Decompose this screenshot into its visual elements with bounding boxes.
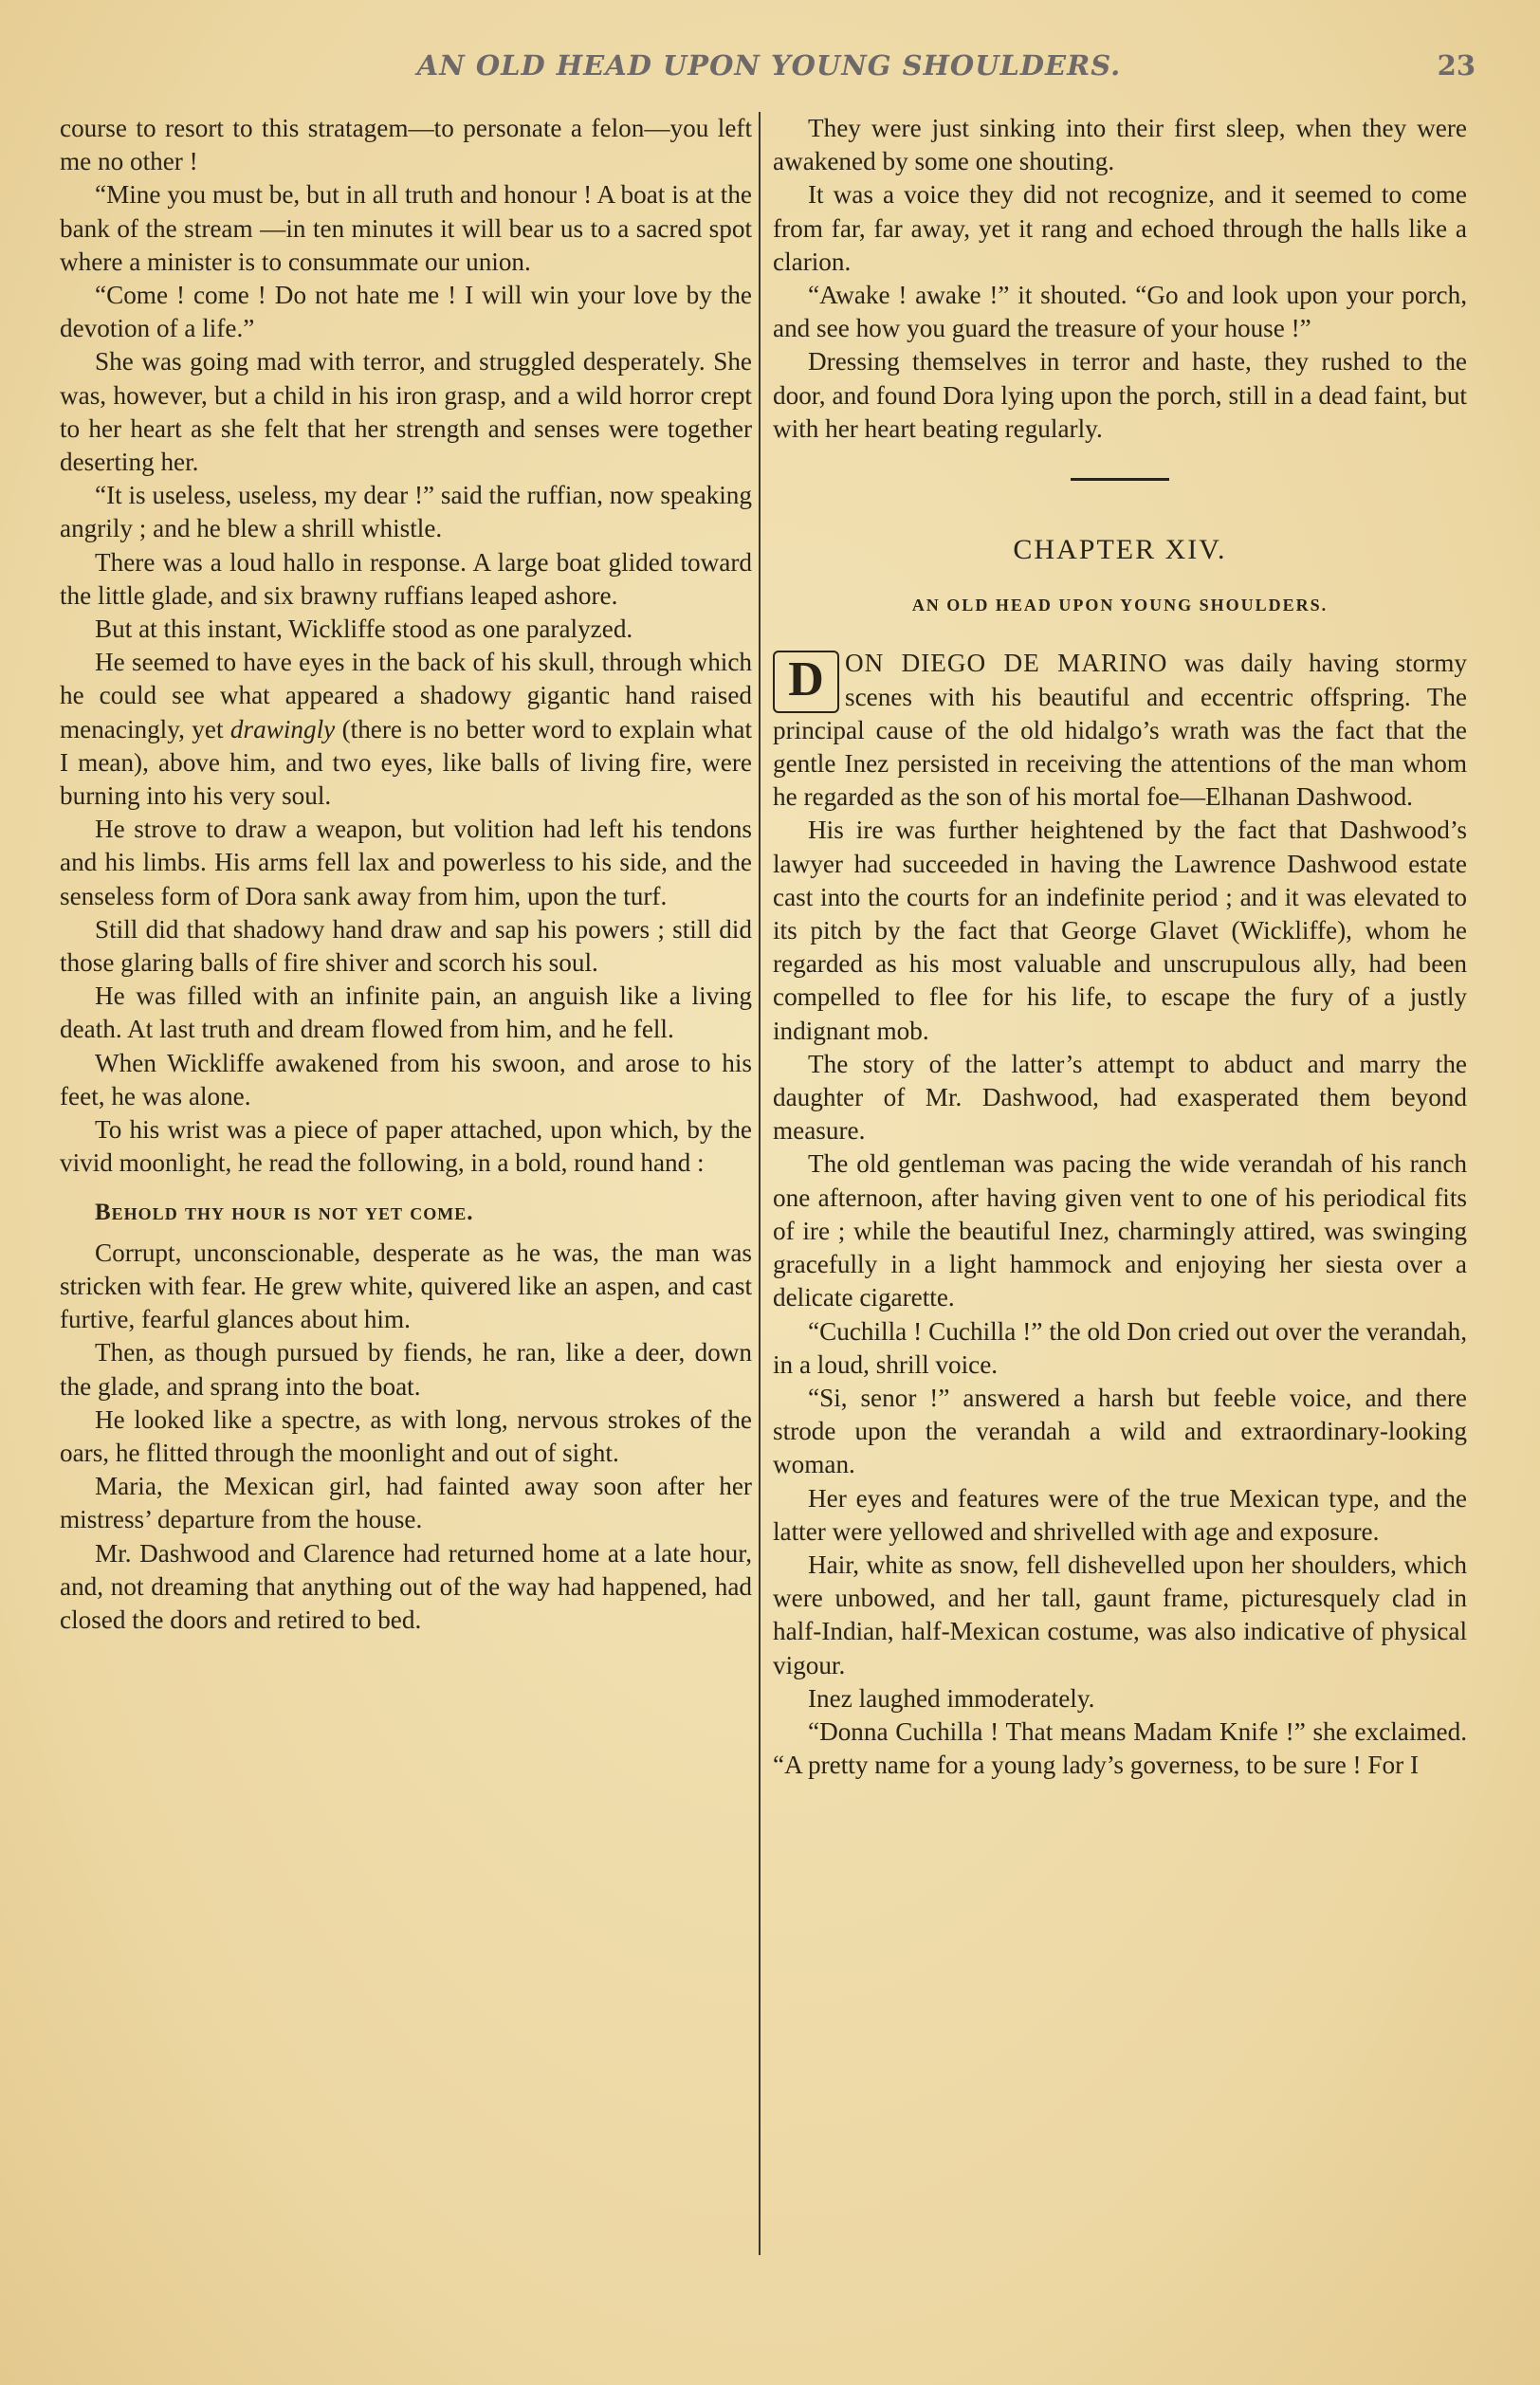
- paragraph: He looked like a spectre, as with long, nervous strokes of the oars, he flitted through the moonlight and out of sight.: [60, 1404, 752, 1467]
- paragraph: When Wickliffe awakened from his swoon, and arose to his feet, he was alone.: [60, 1048, 752, 1110]
- inline-heading: Behold thy hour is not yet come.: [95, 1199, 474, 1225]
- chapter-title: CHAPTER XIV.: [1013, 534, 1227, 566]
- paragraph: “Awake ! awake !” it shouted. “Go and look upon your porch, and see how you guard the treasure of your house !”: [773, 281, 1467, 343]
- paragraph: His ire was further heightened by the fact that Dashwood’s lawyer had succeeded in having the Lawrence Dashwood estate cast into the courts for an indefinite period ; and it was elevated to its pitch by the fact that George Glavet (Wickliffe), whom he regarded as his most valuable and unscrupulous ally, had been compelled to flee for his life, to escape the fury of a justly indignant mob.: [773, 816, 1467, 1045]
- paragraph: Inez laughed immoderately.: [808, 1683, 1095, 1713]
- paragraph: “Donna Cuchilla ! That means Madam Knife !” she exclaimed. “A pretty name for a young lady’s governess, to be sure ! For I: [773, 1716, 1467, 1780]
- paragraph: He strove to draw a weapon, but volition had left his tendons and his limbs. His arms fell lax and powerless to his side, and the senseless form of Dora sank away from him, upon the turf.: [60, 815, 752, 910]
- paragraph: “It is useless, useless, my dear !” said the ruffian, now speaking angrily ; and he blew a shrill whistle.: [60, 481, 752, 543]
- right-column-bottom: [773, 814, 1467, 1782]
- paragraph: Mr. Dashwood and Clarence had returned home at a late hour, and, not dreaming that anything out of the way had happened, had closed the doors and retired to bed.: [60, 1538, 752, 1634]
- chapter-subtitle: AN OLD HEAD UPON YOUNG SHOULDERS.: [911, 596, 1329, 615]
- paragraph: The story of the latter’s attempt to abduct and marry the daughter of Mr. Dashwood, had exasperated them beyond measure.: [773, 1049, 1467, 1146]
- right-column-top: [773, 112, 1467, 446]
- paragraph: Then, as though pursued by fiends, he ran, like a deer, down the glade, and sprang into the boat.: [60, 1338, 752, 1401]
- paragraph: course to resort to this stratagem—to personate a felon—you left me no other !: [60, 114, 752, 176]
- paragraph: Her eyes and features were of the true Mexican type, and the latter were yellowed and shrivelled with age and exposure.: [773, 1483, 1467, 1546]
- paragraph: They were just sinking into their first sleep, when they were awakened by some one shouting.: [773, 114, 1467, 176]
- paragraph: It was a voice they did not recognize, and it seemed to come from far, far away, yet it rang and echoed through the halls like a clarion.: [773, 180, 1467, 276]
- paragraph-text: (there is no better word to explain what I mean), above him, and two eyes, like balls of living fire, were burning into his very soul.: [60, 714, 753, 811]
- column-rule: [759, 112, 761, 2255]
- page-number: 23: [1437, 49, 1476, 82]
- paragraph: [60, 646, 752, 813]
- paragraph: The old gentleman was pacing the wide verandah of his ranch one afternoon, after having given vent to one of his periodical fits of ire ; while the beautiful Inez, charmingly attired, was swinging gracefully in a light hammock and enjoying her siesta over a delicate cigarette.: [773, 1149, 1467, 1312]
- paragraph: Dressing themselves in terror and haste, they rushed to the door, and found Dora lying upon the porch, still in a dead faint, but with her heart beating regularly.: [773, 347, 1467, 443]
- left-column: [60, 112, 752, 1637]
- paragraph: She was going mad with terror, and struggled desperately. She was, however, but a child in his iron grasp, and a wild horror crept to her heart as she felt that her strength and senses were together deserting her.: [60, 347, 752, 477]
- paragraph: “Cuchilla ! Cuchilla !” the old Don cried out over the verandah, in a loud, shrill voice.: [773, 1316, 1467, 1379]
- paragraph: Maria, the Mexican girl, had fainted away soon after her mistress’ departure from the house.: [60, 1472, 752, 1534]
- paragraph: He was filled with an infinite pain, an anguish like a living death. At last truth and dream flowed from him, and he fell.: [60, 982, 752, 1044]
- opening-paragraph-rest: was daily having stormy scenes with his beautiful and eccentric offspring. The principal cause of the old hidalgo’s wrath was the fact that the gentle Inez persisted in receiving the attentions of the man whom he regarded as the son of his mortal foe—Elhanan Dashwood.: [773, 649, 1467, 812]
- paragraph: Corrupt, unconscionable, desperate as he was, the man was stricken with fear. He grew white, quivered like an aspen, and cast furtive, fearful glances about him.: [60, 1238, 752, 1334]
- chapter-opening-paragraph: [773, 647, 1467, 814]
- paragraph: Still did that shadowy hand draw and sap his powers ; still did those glaring balls of fire shiver and scorch his soul.: [60, 914, 752, 978]
- paragraph: “Mine you must be, but in all truth and honour ! A boat is at the bank of the stream —in ten minutes it will bear us to a sacred spot where a minister is to consummate our union.: [60, 180, 752, 276]
- paragraph: But at this instant, Wickliffe stood as one paralyzed.: [95, 615, 633, 644]
- paragraph: “Come ! come ! Do not hate me ! I will win your love by the devotion of a life.”: [60, 281, 752, 343]
- emphasis-text: drawingly: [229, 714, 336, 743]
- paragraph: “Si, senor !” answered a harsh but feeble voice, and there strode upon the verandah a wild and extraordinary-looking woman.: [773, 1383, 1467, 1479]
- paragraph: There was a loud hallo in response. A large boat glided toward the little glade, and six brawny ruffians leaped ashore.: [60, 547, 752, 610]
- running-head-title: AN OLD HEAD UPON YOUNG SHOULDERS.: [416, 49, 1122, 82]
- drop-cap: D: [773, 651, 839, 713]
- paragraph: To his wrist was a piece of paper attached, upon which, by the vivid moonlight, he read the following, in a bold, round hand :: [60, 1115, 752, 1178]
- opening-words: ON DIEGO DE MARINO: [845, 649, 1168, 678]
- running-head: [63, 49, 1476, 83]
- paragraph-text: He seemed to have eyes in the back of his skull, through which he could see what appeared a shadowy gigantic hand raised menacingly, yet: [60, 648, 752, 743]
- paragraph: Hair, white as snow, fell dishevelled upon her shoulders, which were unbowed, and her tall, gaunt frame, picturesquely clad in half-Indian, half-Mexican costume, was also indicative of physical vigour.: [773, 1550, 1467, 1679]
- right-column: [773, 112, 1467, 1782]
- section-divider: [1071, 478, 1169, 481]
